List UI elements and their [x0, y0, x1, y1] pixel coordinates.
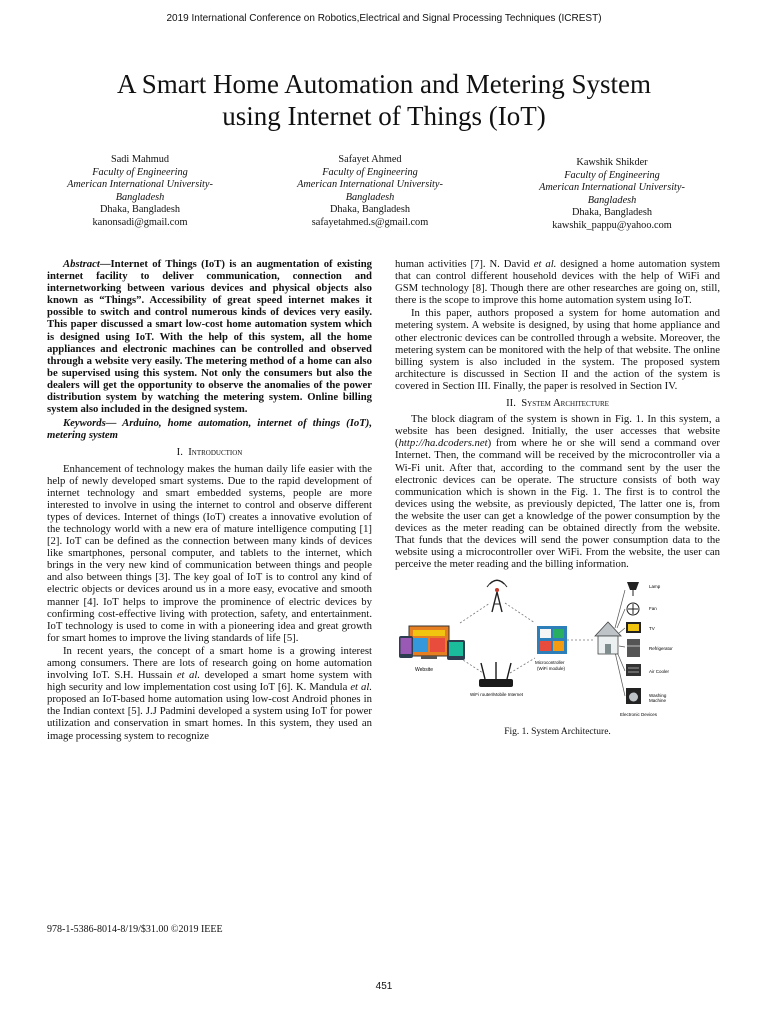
author-university: American International University-: [539, 182, 685, 194]
et-al: et al.: [176, 669, 201, 682]
router-icon: [479, 662, 513, 687]
author-city: Dhaka, Bangladesh: [329, 204, 411, 216]
intro-paragraph-1: Enhancement of technology makes the human daily life easier with the help of newly developed smart systems. Due to the rapid development of internet technology and smart embedded systems, people are more interested to involve in using the internet to control and observe different types of devices. Internet of things (IoT) creates a innovative evolution of the technology world with a new era of mature intelligence computing [1][2]. IoT can be defined as the connection between many kinds of devices like smartphones, personal computer, and tablets to the internet, which brings in the very new kind of communication between things and people and also between things [3]. The key goal of IoT is to control any kind of electric objects or devices around us in a more easy, evocative and smooth manner [4]. IoT helps to improve the prominence of electric devices by confirming cost-effective living with protection, safety, and entertainment. IoT technology is used to come in with a pioneering idea and great growth for smart homes to improve the living standards of life [5].: [47, 462, 372, 644]
micro-label-sub: (WiFi module): [537, 666, 566, 672]
author-city: Dhaka, Bangladesh: [99, 204, 181, 216]
paper-title: [40, 68, 728, 132]
left-column: [47, 258, 372, 743]
author-name: Safayet Ahmed: [338, 154, 402, 165]
text-run: designed a home automation system that can control different household devices with the help of WiFi and GSM technology [8]. Though there are other researches are going on, still, there is the scope to improve this home automation system using IoT.: [395, 258, 721, 307]
micro-label: Microcontroller: [535, 660, 565, 666]
author-block: [512, 157, 712, 233]
refrigerator-icon: [627, 639, 640, 657]
text-run: human activities [7]. N. David: [395, 258, 534, 270]
text-run: In recent years, the concept of a smart home is a growing interest among consumers. There are lots of research going on home automation involving IoT. S.H. Hussain: [47, 644, 372, 682]
author-block: [40, 154, 240, 230]
conference-header: 2019 International Conference on Robotics,Electrical and Signal Processing Techniques (ICREST): [166, 13, 602, 24]
section-number: II.: [506, 397, 516, 410]
washing-label-2: Machine: [649, 698, 667, 704]
text-run: ) from where he or she will send a command over Internet. Then, the command will be received by the microcontroller via a Wi-Fi unit. After that, according to the command sent by the user the electronic devices can be operate. The structure consists of both way communication which is shown in the Fig. 1. The first is to control the devices using the website, as previously depicted, The latter one is, from the website the user can get a knowledge of the power consumption by the devices as the meter reading can be obtained directly from the website. That funds that the devices will send the power consumption data to the website using a microcontroller over WiFi. From the website, the user can perceive the meter reading and the billing information.: [395, 437, 720, 571]
intro-paragraph-2: [47, 645, 372, 742]
air-cooler-label: Air Cooler: [649, 669, 670, 675]
house-icon: [595, 622, 621, 654]
section-heading-architecture: [395, 397, 720, 409]
title-line-2: using Internet of Things (IoT): [222, 101, 546, 131]
author-email: kawshik_pappu@yahoo.com: [552, 219, 672, 231]
tv-label: TV: [649, 626, 655, 632]
intro-paragraph-3: [395, 258, 720, 306]
website-devices-icon: [399, 626, 465, 660]
author-university-cont: Bangladesh: [587, 194, 637, 206]
abstract: [47, 258, 372, 415]
author-faculty: Faculty of Engineering: [564, 169, 660, 181]
title-line-1: A Smart Home Automation and Metering System: [117, 69, 651, 99]
fan-label: Fan: [649, 606, 657, 612]
fan-icon: [627, 603, 639, 615]
air-cooler-icon: [626, 664, 641, 676]
figure-system-architecture: [395, 578, 720, 724]
author-university: American International University-: [67, 179, 213, 191]
website-url: http://ha.dcoders.net: [398, 437, 488, 450]
tv-icon: [626, 622, 641, 633]
keywords: Keywords— Arduino, home automation, internet of things (IoT), metering system: [47, 417, 372, 442]
author-faculty: Faculty of Engineering: [92, 166, 188, 178]
figure-caption: Fig. 1. System Architecture.: [504, 727, 611, 738]
section-title: System Architecture: [521, 397, 609, 410]
author-name: Sadi Mahmud: [110, 154, 170, 165]
section-heading-introduction: [47, 446, 372, 458]
et-al: et al.: [350, 681, 372, 694]
et-al: et al.: [533, 258, 557, 270]
author-block: [270, 154, 470, 230]
abstract-lead: Abstract: [63, 258, 100, 270]
text-run: developed a smart home system with high security and low implementation cost using IoT [6]. K. Mandula: [47, 669, 372, 694]
connection-lines: [460, 603, 595, 673]
lamp-label: Lamp: [649, 584, 661, 590]
author-name: Kawshik Shikder: [576, 157, 648, 168]
page-number: 451: [375, 981, 393, 992]
lamp-icon: [627, 582, 639, 596]
author-university-cont: Bangladesh: [115, 191, 165, 203]
washing-label-1: Washing: [649, 693, 667, 699]
footer-isbn: 978-1-5386-8014-8/19/$31.00 ©2019 IEEE: [47, 924, 223, 935]
wifi-tower-icon: [487, 580, 507, 612]
author-university-cont: Bangladesh: [345, 191, 395, 203]
text-run: proposed an IoT-based home automation using low-cost Android phones in the Indian context [5]. J.J Padmini developed a system using IoT for power utilization and conservation in smart homes. In this system, they used an image processing system to recognize: [47, 693, 372, 742]
website-label: Website: [415, 667, 433, 674]
architecture-diagram: [395, 578, 720, 724]
washing-machine-icon: [626, 688, 641, 704]
section-title: Introduction: [188, 446, 243, 459]
right-column: [395, 258, 720, 738]
author-city: Dhaka, Bangladesh: [571, 207, 653, 219]
devices-label: Electronic Devices: [620, 712, 658, 718]
abstract-text: —Internet of Things (IoT) is an augmentation of existing internet facility to deliver communication, connection and internetworking between various devices and physical objects also known as “Things”. Accessibility of great speed internet makes it possible to switch and control numerous kinds of devices very easily. This paper discussed a smart low-cost home automation system which is designed using IoT. With the help of this system, all the home appliances and electronic machines can be controlled and observed through a website very easily. The metering method of a home can also be supervised using this system. Not only the consumers but also the dealers will get the opportunity to observe the anomalies of the power distribution system by watching the metering system. Online billing system also included in the designed system.: [47, 258, 372, 416]
section-number: I.: [176, 446, 183, 459]
microcontroller-icon: [537, 626, 567, 654]
refrigerator-label: Refrigerator: [649, 646, 673, 652]
author-university: American International University-: [297, 179, 443, 191]
intro-paragraph-4: In this paper, authors proposed a system for home automation and metering system. A website is designed, by using that home appliance and other electronic devices can be controlled through a website. Moreover, the metering system can be monitored with the help of that website. The online billing system is also included in the system. The proposed system architecture is discussed in Section II and the action of the system is covered in Section III. Finally, the paper is resolved in Section IV.: [395, 307, 720, 392]
author-faculty: Faculty of Engineering: [322, 166, 418, 178]
router-label: WiFi router/Mobile Internet: [470, 692, 524, 698]
architecture-paragraph-1: [395, 413, 720, 570]
author-email: safayetahmed.s@gmail.com: [311, 216, 429, 228]
author-email: kanonsadi@gmail.com: [92, 216, 188, 228]
text-run: The block diagram of the system is shown in Fig. 1. In this system, a website has been designed. Initially, the user accesses that website (: [395, 413, 720, 450]
